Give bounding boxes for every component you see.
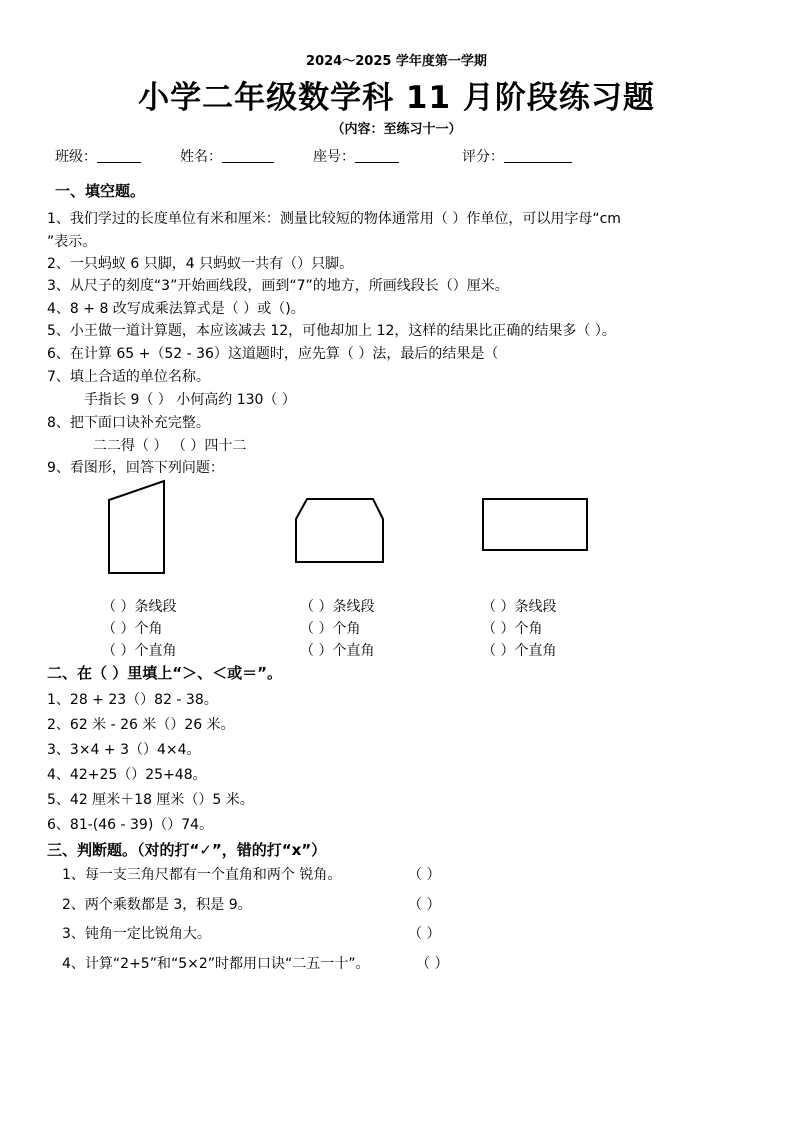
question-1-line-2: ”表示。: [47, 234, 97, 250]
question-3: 3、从尺子的刻度“3”开始画线段，画到“7”的地方，所画线段长（）厘米。: [47, 278, 509, 294]
question-7-sub: 手指长 9（ ） 小何高约 130（ ）: [84, 392, 296, 408]
judge-mark-1[interactable]: （ ）: [408, 867, 441, 883]
name-blank[interactable]: [222, 148, 274, 163]
shape-2-right-angles: （ ）个直角: [300, 643, 375, 659]
shape-3-angles: （ ）个角: [482, 621, 543, 637]
score-field[interactable]: [462, 146, 572, 166]
judge-mark-2[interactable]: （ ）: [408, 897, 441, 913]
page-title: 小学二年级数学科 11 月阶段练习题: [138, 80, 655, 116]
question-9: 9、看图形，回答下列问题：: [47, 460, 224, 476]
judge-mark-4[interactable]: （ ）: [416, 956, 449, 972]
name-field[interactable]: [180, 146, 274, 166]
class-blank[interactable]: [97, 148, 141, 163]
compare-item-5: 5、42 厘米＋18 厘米（）5 米。: [47, 792, 254, 808]
seat-label: 座号：: [313, 149, 355, 165]
shape-3-segments: （ ）条线段: [482, 599, 557, 615]
question-8: 8、把下面口诀补充完整。: [47, 415, 210, 431]
rectangle-shape: [478, 495, 593, 555]
compare-item-1: 1、28 + 23（）82 - 38。: [47, 692, 218, 708]
judge-item-3: 3、钝角一定比锐角大。: [62, 926, 211, 942]
question-7: 7、填上合适的单位名称。: [47, 369, 210, 385]
question-6: 6、在计算 65 +（52 - 36）这道题时，应先算（ ）法，最后的结果是（: [47, 346, 499, 362]
shape-1-segments: （ ）条线段: [102, 599, 177, 615]
compare-item-6: 6、81-(46 - 39)（）74。: [47, 817, 214, 833]
judge-mark-3[interactable]: （ ）: [408, 926, 441, 942]
question-1-line-1: 1、我们学过的长度单位有米和厘米：测量比较短的物体通常用（ ）作单位，可以用字母“cm: [47, 211, 621, 227]
page-subtitle: （内容：至练习十一）: [331, 122, 462, 137]
shape-2-angles: （ ）个角: [300, 621, 361, 637]
shape-2-segments: （ ）条线段: [300, 599, 375, 615]
compare-item-2: 2、62 米 - 26 米（）26 米。: [47, 717, 235, 733]
question-2: 2、一只蚂蚁 6 只脚，4 只蚂蚁一共有（）只脚。: [47, 256, 354, 272]
shape-3-right-angles: （ ）个直角: [482, 643, 557, 659]
cut-corner-rectangle-shape: [290, 494, 390, 566]
score-label: 评分：: [462, 149, 504, 165]
school-year: 2024～2025 学年度第一学期: [306, 54, 487, 69]
compare-item-4: 4、42+25（）25+48。: [47, 767, 207, 783]
section-2-title: 二、在（ ）里填上“＞、＜或＝”。: [47, 664, 282, 682]
seat-blank[interactable]: [355, 148, 399, 163]
section-1-title: 一、填空题。: [55, 182, 146, 200]
class-field[interactable]: [55, 146, 141, 166]
shape-1-angles: （ ）个角: [102, 621, 163, 637]
judge-item-1: 1、每一支三角尺都有一个直角和两个 锐角。: [62, 867, 342, 883]
trapezoid-shape: [100, 478, 170, 578]
score-blank[interactable]: [504, 148, 572, 163]
name-label: 姓名：: [180, 149, 222, 165]
question-5: 5、小王做一道计算题，本应该减去 12，可他却加上 12，这样的结果比正确的结果多（ ）。: [47, 323, 616, 339]
question-8-sub: 二二得（ ） （ ）四十二: [93, 438, 247, 454]
section-3-title: 三、判断题。（对的打“✓”，错的打“x”）: [47, 841, 327, 859]
seat-field[interactable]: [313, 146, 399, 166]
class-label: 班级：: [55, 149, 97, 165]
judge-item-4: 4、计算“2+5”和“5×2”时都用口诀“二五一十”。: [62, 956, 370, 972]
compare-item-3: 3、3×4 + 3（）4×4。: [47, 742, 201, 758]
judge-item-2: 2、两个乘数都是 3，积是 9。: [62, 897, 252, 913]
shape-1-right-angles: （ ）个直角: [102, 643, 177, 659]
question-4: 4、8 + 8 改写成乘法算式是（ ）或（)。: [47, 301, 305, 317]
